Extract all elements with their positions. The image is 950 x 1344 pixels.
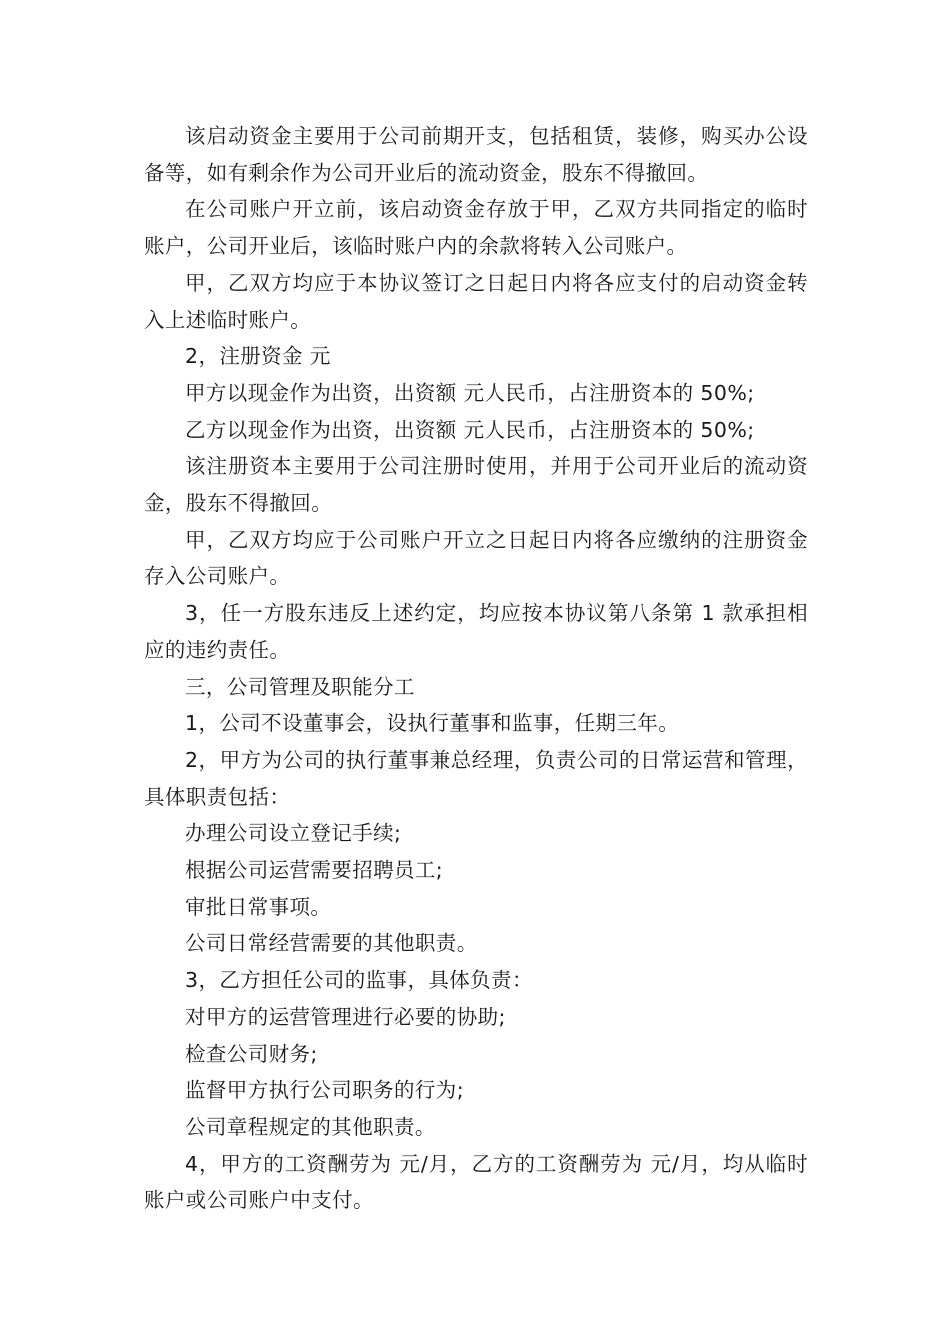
list-item-recruitment: 根据公司运营需要招聘员工; [185,858,444,883]
paragraph-registered-capital-usage: 该注册资本主要用于公司注册时使用，并用于公司开业后的流动资金，股东不得撤回。 [144,454,808,516]
paragraph-party-a-contribution: 甲方以现金作为出资，出资额 元人民币，占注册资本的 50%; [185,380,755,405]
paragraph-startup-fund-usage: 该启动资金主要用于公司前期开支，包括租赁，装修，购买办公设备等，如有剩余作为公司开业后的流动资金，股东不得撤回。 [144,124,808,185]
paragraph-party-a-duties: 2，甲方为公司的执行董事兼总经理，负责公司的日常运营和管理，具体职责包括： [144,747,808,809]
list-item-assistance: 对甲方的运营管理进行必要的协助; [185,1004,506,1029]
paragraph-registered-capital: 2，注册资金 元 [185,344,331,369]
section-heading-management: 三，公司管理及职能分工 [185,674,415,699]
list-item-approval: 审批日常事项。 [185,894,332,919]
paragraph-party-b-contribution: 乙方以现金作为出资，出资额 元人民币，占注册资本的 50%; [185,417,755,442]
list-item-supervision: 监督甲方执行公司职务的行为; [185,1078,465,1103]
paragraph-breach-liability: 3，任一方股东违反上述约定，均应按本协议第八条第 1 款承担相应的违约责任。 [144,601,808,662]
list-item-registration: 办理公司设立登记手续; [185,821,402,846]
paragraph-party-b-duties: 3，乙方担任公司的监事，具体负责： [185,968,533,993]
list-item-other-duties-b: 公司章程规定的其他职责。 [185,1114,436,1139]
paragraph-salary: 4，甲方的工资酬劳为 元/月，乙方的工资酬劳为 元/月，均从临时账户或公司账户中支付。 [144,1151,808,1213]
list-item-other-duties-a: 公司日常经营需要的其他职责。 [185,931,478,956]
paragraph-no-board: 1，公司不设董事会，设执行董事和监事，任期三年。 [185,711,680,736]
paragraph-startup-fund-transfer: 甲，乙双方均应于本协议签订之日起日内将各应支付的启动资金转入上述临时账户。 [144,270,808,332]
document-body [144,118,808,1219]
list-item-finance-check: 检查公司财务; [185,1041,318,1066]
paragraph-temporary-account: 在公司账户开立前，该启动资金存放于甲，乙双方共同指定的临时账户，公司开业后，该临时账户内的余款将转入公司账户。 [144,197,808,259]
paragraph-registered-capital-deposit: 甲，乙双方均应于公司账户开立之日起日内将各应缴纳的注册资金存入公司账户。 [144,527,808,589]
